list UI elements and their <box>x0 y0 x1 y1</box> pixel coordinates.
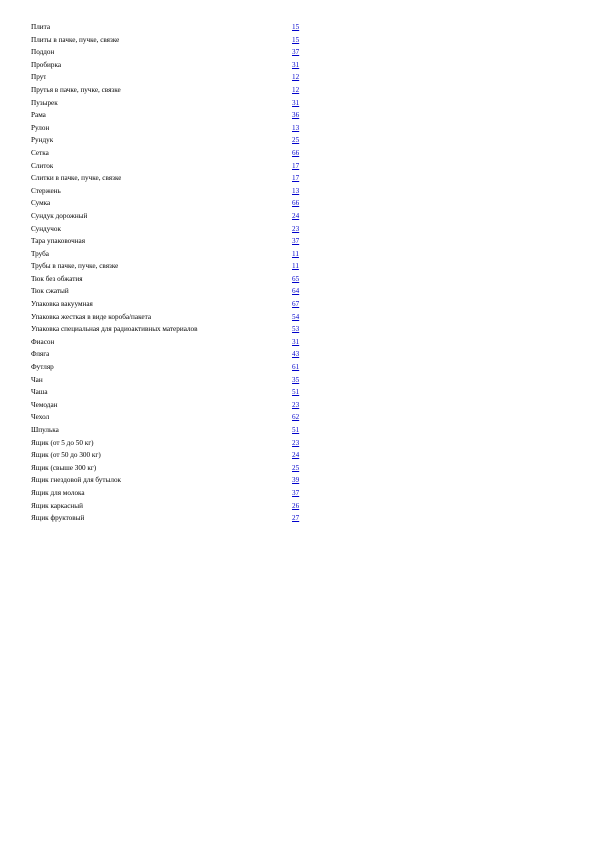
index-entry-name: Ящик (от 50 до 300 кг) <box>31 451 101 460</box>
page-link[interactable]: 26 <box>292 501 300 510</box>
page-link[interactable]: 31 <box>292 98 300 107</box>
index-row <box>31 223 306 236</box>
index-row <box>31 46 306 59</box>
index-row <box>31 311 306 324</box>
page-link[interactable]: 15 <box>292 35 300 44</box>
page-link[interactable]: 12 <box>292 85 300 94</box>
index-entry-name: Стержень <box>31 186 61 195</box>
page-link[interactable]: 31 <box>292 60 300 69</box>
page-link[interactable]: 51 <box>292 426 300 434</box>
index-entry-name: Слиток <box>31 161 54 170</box>
index-entry-name: Чаша <box>31 388 48 397</box>
index-entry-name: Поддон <box>31 48 55 57</box>
index-row <box>31 273 306 286</box>
index-entry-name: Ящик каркасный <box>31 501 83 510</box>
index-row <box>31 361 306 374</box>
index-entry-name: Плиты в пачке, пучке, связке <box>31 35 120 44</box>
index-row <box>31 34 306 47</box>
page-link[interactable]: 37 <box>292 488 300 497</box>
index-entry-name: Сумка <box>31 199 51 208</box>
index-row <box>31 59 306 72</box>
index-entry-name: Сетка <box>31 148 49 157</box>
index-entry-name: Чан <box>31 375 43 384</box>
index-entry-name: Ящик для молока <box>31 488 85 497</box>
index-row <box>31 474 306 487</box>
index-entry-name: Тюк сжатый <box>31 287 69 296</box>
page-link[interactable]: 13 <box>292 123 300 132</box>
page-link[interactable]: 67 <box>292 300 300 309</box>
index-entry-name: Ящик (свыше 300 кг) <box>31 463 97 472</box>
index-entry-name: Фиасон <box>31 337 55 346</box>
index-row <box>31 185 306 198</box>
page-link[interactable]: 23 <box>292 438 300 447</box>
index-row <box>31 462 306 475</box>
index-entry-name: Тюк без обжатия <box>31 274 83 283</box>
index-entry-name: Прутья в пачке, пучке, связке <box>31 85 121 94</box>
index-entry-name: Рундук <box>31 136 54 145</box>
page-link[interactable]: 43 <box>292 350 300 359</box>
index-row <box>31 323 306 336</box>
index-row <box>31 336 306 349</box>
index-entry-name: Пузырек <box>31 98 58 107</box>
index-entry-name: Сундук дорожный <box>31 211 88 220</box>
page-link[interactable]: 23 <box>292 224 300 233</box>
page-link[interactable]: 23 <box>292 400 300 409</box>
index-entry-name: Плита <box>31 23 51 31</box>
page-link[interactable]: 51 <box>292 388 300 397</box>
page-link[interactable]: 53 <box>292 325 300 334</box>
index-row <box>31 235 306 248</box>
index-row <box>31 134 306 147</box>
index-entry-name: Прут <box>31 73 47 82</box>
page-link[interactable]: 37 <box>292 48 300 57</box>
index-row <box>31 172 306 185</box>
index-row <box>31 197 306 210</box>
page-link[interactable]: 64 <box>292 287 300 296</box>
page-link[interactable]: 66 <box>292 148 300 157</box>
index-row <box>31 374 306 387</box>
index-row <box>31 97 306 110</box>
index-row <box>31 160 306 173</box>
page-link[interactable]: 62 <box>292 413 300 422</box>
index-entry-name: Сундучок <box>31 224 62 233</box>
index-row <box>31 71 306 84</box>
page-link[interactable]: 66 <box>292 199 300 208</box>
index-entry-name: Футляр <box>31 363 54 372</box>
index-row <box>31 348 306 361</box>
index-row <box>31 449 306 462</box>
index-entry-name: Пробирка <box>31 60 62 69</box>
page-link[interactable]: 24 <box>292 211 300 220</box>
index-row <box>31 512 306 525</box>
page-link[interactable]: 13 <box>292 186 300 195</box>
page-link[interactable]: 36 <box>292 111 300 120</box>
page-link[interactable]: 31 <box>292 337 300 346</box>
page-link[interactable]: 61 <box>292 363 300 372</box>
index-entry-name: Упаковка вакуумная <box>31 300 93 309</box>
page-link[interactable]: 25 <box>292 136 300 145</box>
index-entry-name: Упаковка специальная для радиоактивных материалов <box>31 325 198 334</box>
index-entry-name: Тара упаковочная <box>31 237 86 246</box>
index-entry-name: Упаковка жесткая в виде короба/пакета <box>31 312 152 321</box>
index-entry-name: Фляга <box>31 350 50 359</box>
page-link[interactable]: 27 <box>292 514 300 523</box>
index-row <box>31 21 306 34</box>
page-link[interactable]: 54 <box>292 312 300 321</box>
page-link[interactable]: 25 <box>292 463 300 472</box>
index-row <box>31 210 306 223</box>
index-entry-name: Ящик (от 5 до 50 кг) <box>31 438 94 447</box>
page-link[interactable]: 65 <box>292 274 300 283</box>
index-row <box>31 399 306 412</box>
page-link[interactable]: 12 <box>292 73 300 82</box>
index-entry-name: Труба <box>31 249 49 258</box>
page-link[interactable]: 37 <box>292 237 300 246</box>
page-link[interactable]: 17 <box>292 161 300 170</box>
page-link[interactable]: 11 <box>292 249 299 258</box>
index-row <box>31 260 306 273</box>
page-link[interactable]: 15 <box>292 23 300 31</box>
index-entry-name: Ящик фруктовый <box>31 514 85 523</box>
index-entry-name: Ящик гнездовой для бутылок <box>31 476 122 485</box>
index-row <box>31 437 306 450</box>
page-link[interactable]: 11 <box>292 262 299 271</box>
index-list <box>31 21 306 525</box>
index-row <box>31 84 306 97</box>
index-row <box>31 487 306 500</box>
index-entry-name: Чехол <box>31 413 50 422</box>
index-entry-name: Шпулька <box>31 426 59 434</box>
index-row <box>31 500 306 513</box>
index-row <box>31 122 306 135</box>
index-row <box>31 424 306 437</box>
index-row <box>31 298 306 311</box>
index-entry-name: Рама <box>31 111 46 120</box>
index-row <box>31 411 306 424</box>
index-entry-name: Рулон <box>31 123 50 132</box>
index-row <box>31 386 306 399</box>
page-link[interactable]: 17 <box>292 174 300 183</box>
page-link[interactable]: 39 <box>292 476 300 485</box>
page-link[interactable]: 24 <box>292 451 300 460</box>
page-link[interactable]: 35 <box>292 375 300 384</box>
index-entry-name: Слитки в пачке, пучке, связке <box>31 174 122 183</box>
index-row <box>31 147 306 160</box>
index-entry-name: Чемодан <box>31 400 58 409</box>
index-entry-name: Трубы в пачке, пучке, связке <box>31 262 119 271</box>
index-row <box>31 248 306 261</box>
index-row <box>31 109 306 122</box>
index-row <box>31 285 306 298</box>
